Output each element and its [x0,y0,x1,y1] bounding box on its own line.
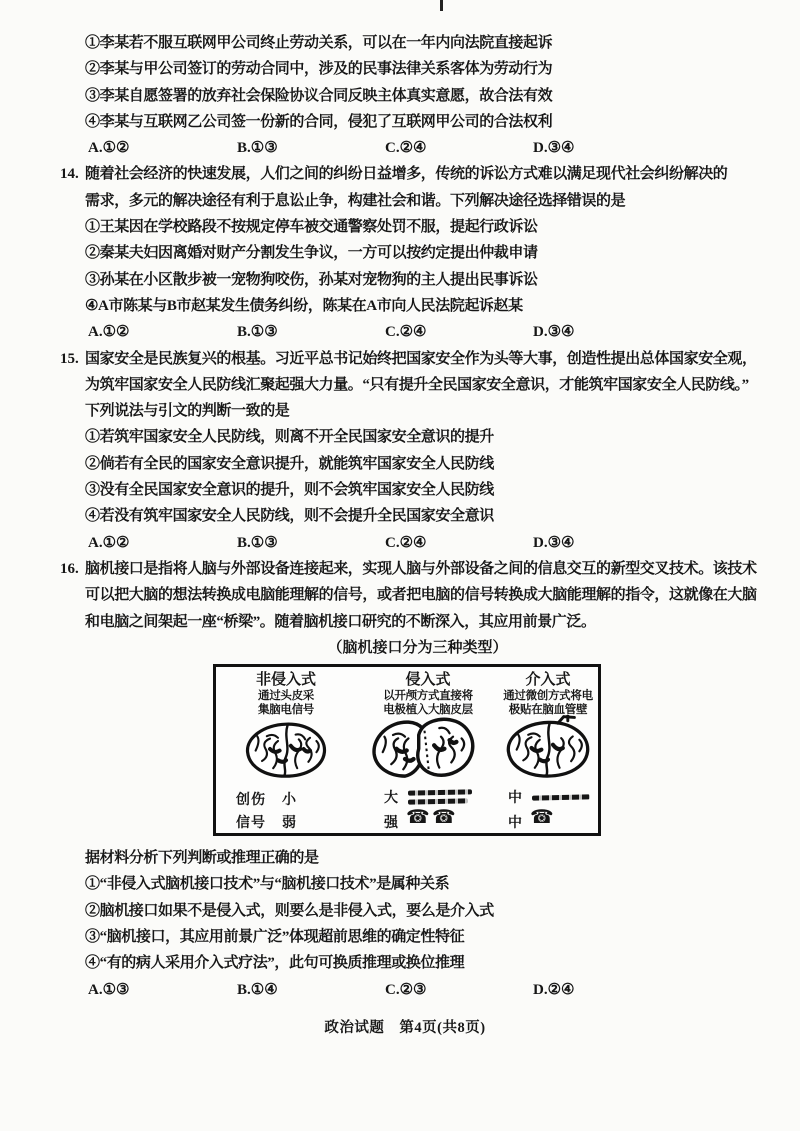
q15-answer-d: D.③④ [533,534,575,551]
q15-answer-b: B.①③ [237,534,278,551]
q14-number: 14. [60,166,79,183]
telephone-icon: ☎ [406,806,431,829]
invasive-title: 侵入式 [405,672,451,689]
q14-option-2: ②秦某夫妇因离婚对财产分割发生争议，一方可以按约定提出仲裁申请 [85,245,538,262]
q16-answer-d: D.②④ [533,981,575,998]
q15-stem-line-1: 国家安全是民族复兴的根基。习近平总书记始终把国家安全作为头等大事，创造性提出总体国家安全观， [85,350,757,367]
signal-row-label: 信号 [236,816,266,832]
noninvasive-desc-line-2: 集脑电信号 [258,704,314,717]
trauma-scribble-mark [532,795,590,801]
q14-option-3: ③孙某在小区散步被一宠物狗咬伤，孙某对宠物狗的主人提出民事诉讼 [85,271,538,288]
q14-option-1: ①王某因在学校路段不按规定停车被交通警察处罚不服，提起行政诉讼 [85,219,538,236]
q16-lead: 据材料分析下列判断或推理正确的是 [85,850,319,867]
q14-stem-line-1: 随着社会经济的快速发展，人们之间的纠纷日益增多，传统的诉讼方式难以满足现代社会纠纷解决的 [85,166,728,183]
telephone-icon: ☎ [432,806,457,829]
q16-stem-line-3: 和电脑之间架起一座“桥梁”。随着脑机接口研究的不断深入，其应用前景广泛。 [85,613,596,630]
q16-option-2: ②脑机接口如果不是侵入式，则要么是非侵入式，要么是介入式 [85,902,494,919]
electrode-hook [558,715,575,723]
noninvasive-signal-value: 弱 [282,816,296,832]
question-14 [60,161,750,345]
trauma-row-label: 创伤 [236,793,266,809]
invasive-trauma-value: 大 [384,791,398,807]
interventional-title: 介入式 [525,672,571,689]
q15-option-2: ②倘若有全民的国家安全意识提升，就能筑牢国家安全人民防线 [85,455,494,472]
brain-invasive-icon [362,711,484,783]
q15-option-1: ①若筑牢国家安全人民防线，则离不开全民国家安全意识的提升 [85,429,494,446]
q13-answer-b: B.①③ [237,140,278,157]
noninvasive-title: 非侵入式 [255,672,316,689]
q15-stem-line-3: 下列说法与引文的判断一致的是 [85,403,290,420]
q15-answer-row [85,530,750,556]
invasive-signal-value: 强 [384,816,398,832]
q16-option-1: ①“非侵入式脑机接口技术”与“脑机接口技术”是属种关系 [85,876,450,893]
noninvasive-desc-line-1: 通过头皮采 [258,690,314,703]
question-13-options [60,30,750,161]
invasive-desc-line-2: 电极植入大脑皮层 [383,704,473,717]
q15-option-3: ③没有全民国家安全意识的提升，则不会筑牢国家安全人民防线 [85,482,494,499]
trauma-scribble-mark [408,798,468,804]
telephone-icon: ☎ [530,806,555,829]
scan-crease-mark [440,0,443,11]
q16-option-4: ④“有的病人采用介入式疗法”，此句可换质推理或换位推理 [85,955,465,972]
q14-answer-b: B.①③ [237,324,278,341]
q15-answer-a: A.①② [88,534,130,551]
figure-column-interventional [492,671,604,717]
invasive-desc-line-1: 以开颅方式直接将 [383,690,473,703]
q13-answer-row [85,135,750,161]
page-footer: 政治试题 第4页(共8页) [324,1019,486,1036]
figure-caption: （脑机接口分为三种类型） [327,639,508,656]
q16-answer-b: B.①④ [237,981,278,998]
q16-stem-line-1: 脑机接口是指将人脑与外部设备连接起来，实现人脑与外部设备之间的信息交互的新型交叉技术。该技术 [85,560,757,577]
q13-answer-d: D.③④ [533,140,575,157]
page-content [60,30,757,1037]
trauma-scribble-mark [408,789,472,795]
q13-answer-c: C.②④ [385,140,427,157]
question-16 [60,556,757,1003]
q14-answer-a: A.①② [88,324,130,341]
q16-answer-a: A.①③ [88,981,130,998]
q15-option-4: ④若没有筑牢国家安全人民防线，则不会提升全民国家安全意识 [85,508,494,525]
brain-noninvasive-icon [236,717,336,781]
q14-answer-row [85,319,750,345]
interventional-desc-line-1: 通过微创方式将电 [503,690,593,703]
q16-answer-row [85,977,750,1003]
bci-types-figure [213,664,601,836]
noninvasive-trauma-value: 小 [282,793,296,809]
interventional-trauma-value: 中 [508,791,522,807]
q13-option-3: ③李某自愿签署的放弃社会保险协议合同反映主体真实意愿，故合法有效 [85,87,553,104]
q15-stem-line-2: 为筑牢国家安全人民防线汇聚起强大力量。“只有提升全民国家安全意识，才能筑牢国家安全人民防线。” [85,376,749,393]
q14-option-4: ④A市陈某与B市赵某发生债务纠纷，陈某在A市向人民法院起诉赵某 [85,297,523,314]
q14-answer-c: C.②④ [385,324,427,341]
q13-answer-a: A.①② [88,140,130,157]
brain-interventional-icon [496,715,600,781]
q16-stem-line-2: 可以把大脑的想法转换成电脑能理解的信号，或者把电脑的信号转换成大脑能理解的指令，这就像在大脑 [85,587,757,604]
interventional-desc-line-2: 极贴在脑血管壁 [508,704,588,717]
interventional-signal-value: 中 [508,816,522,832]
q13-option-2: ②李某与甲公司签订的劳动合同中，涉及的民事法律关系客体为劳动行为 [85,61,553,78]
q16-answer-c: C.②③ [385,981,427,998]
q14-answer-d: D.③④ [533,324,575,341]
q14-stem-line-2: 需求，多元的解决途径有利于息讼止争，构建社会和谐。下列解决途径选择错误的是 [85,192,626,209]
q13-option-1: ①李某若不服互联网甲公司终止劳动关系，可以在一年内向法院直接起诉 [85,35,553,51]
q15-number: 15. [60,350,79,367]
question-15 [60,346,757,556]
q16-option-3: ③“脑机接口，其应用前景广泛”体现超前思维的确定性特征 [85,929,465,946]
q15-answer-c: C.②④ [385,534,427,551]
q13-option-4: ④李某与互联网乙公司签一份新的合同，侵犯了互联网甲公司的合法权利 [85,113,553,130]
q16-number: 16. [60,560,79,577]
figure-column-noninvasive [224,671,348,717]
